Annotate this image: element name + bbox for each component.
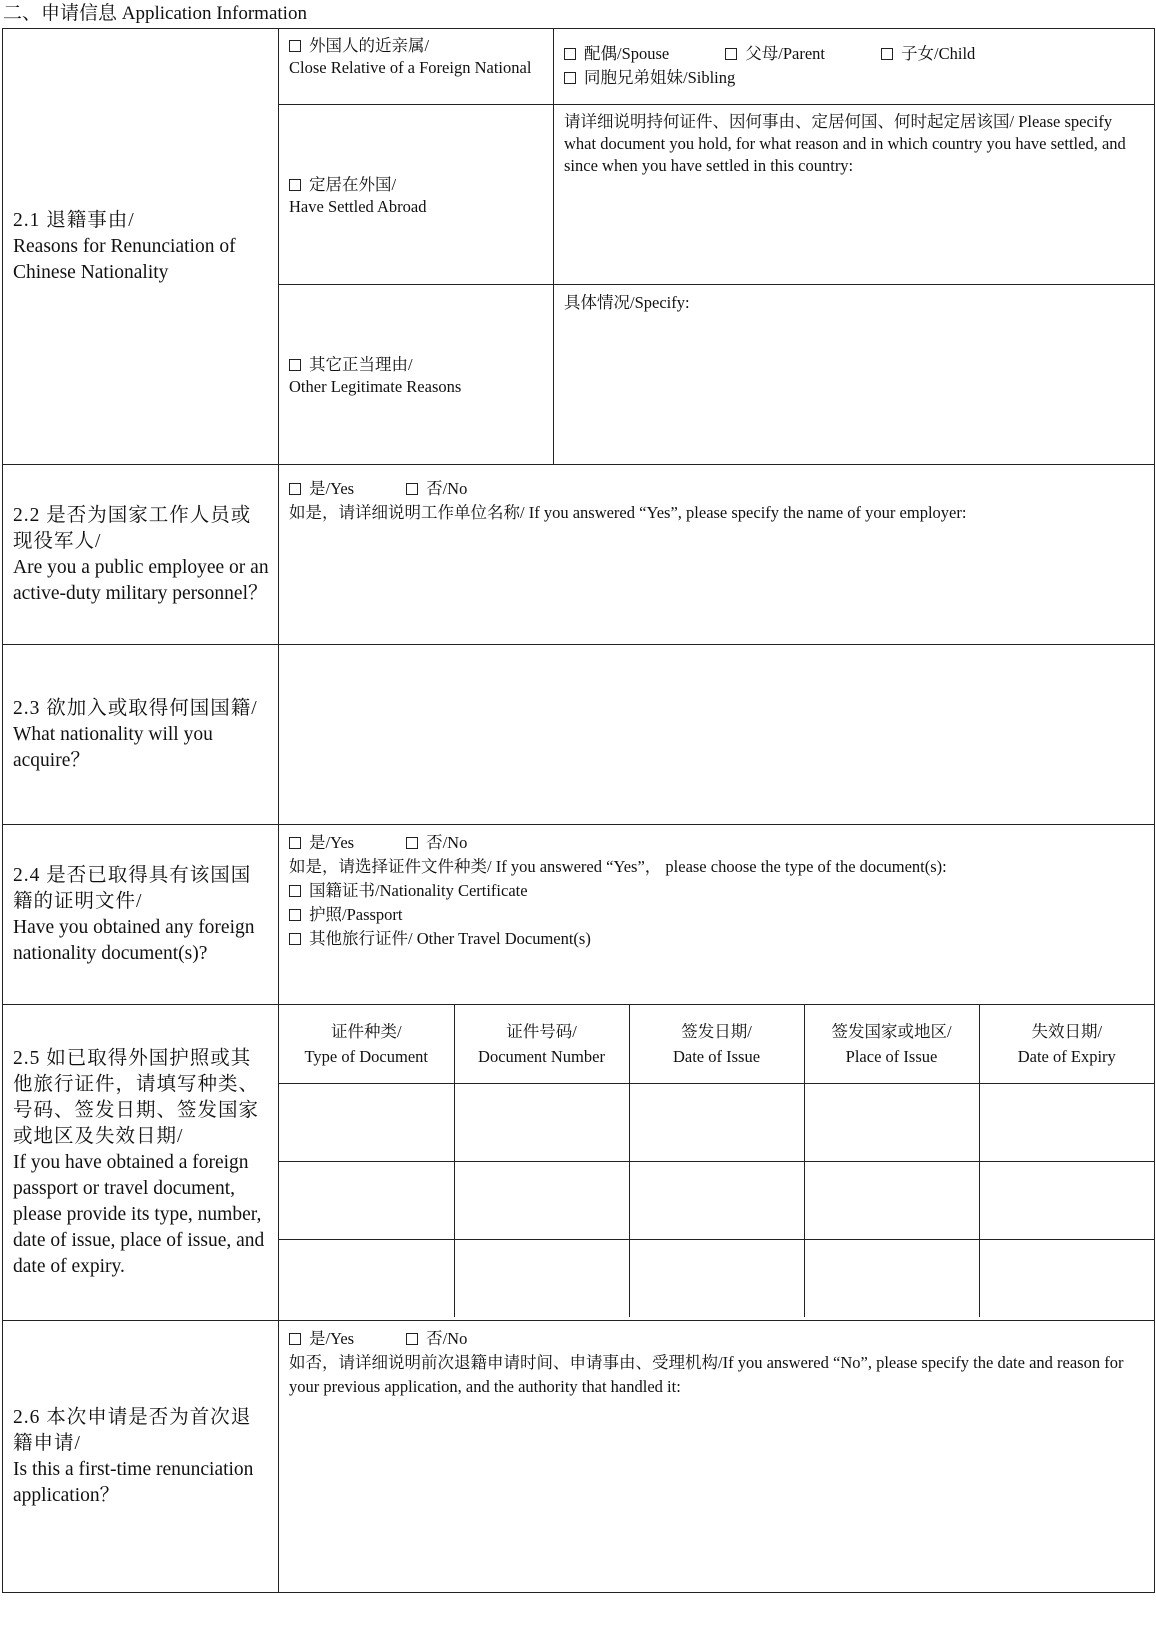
q22-instruction: 如是，请详细说明工作单位名称/ If you answered “Yes”, please specify the name of your employer:	[289, 503, 967, 522]
col-type-of-document-en: Type of Document	[304, 1046, 428, 1066]
spouse-label: 配偶/Spouse	[584, 44, 670, 63]
document-number-input-2[interactable]	[454, 1161, 629, 1239]
place-of-issue-input-1[interactable]	[804, 1083, 979, 1161]
passport-checkbox[interactable]	[289, 909, 301, 921]
question-2-4	[3, 825, 279, 1005]
question-2-3-label-en: What nationality will you acquire？	[13, 723, 213, 771]
child-checkbox[interactable]	[881, 48, 893, 60]
question-2-4-label-en: Have you obtained any foreign nationality document(s)?	[13, 916, 255, 964]
question-2-2-answer-field[interactable]	[279, 465, 1155, 645]
reason-close-relative	[279, 29, 554, 105]
date-of-expiry-input-3[interactable]	[979, 1239, 1154, 1317]
col-date-of-expiry	[979, 1005, 1154, 1083]
q26-no-checkbox[interactable]	[406, 1333, 418, 1345]
other-reasons-checkbox[interactable]	[289, 359, 301, 371]
other-travel-document-checkbox[interactable]	[289, 933, 301, 945]
settled-abroad-label-zh: 定居在外国/	[309, 174, 397, 194]
table-row	[279, 1239, 1154, 1317]
document-type-input-3[interactable]	[279, 1239, 454, 1317]
question-2-1	[3, 29, 279, 465]
col-date-of-issue-en: Date of Issue	[672, 1046, 761, 1066]
q26-no-label: 否/No	[426, 1329, 468, 1348]
document-type-input-2[interactable]	[279, 1161, 454, 1239]
q24-yes-label: 是/Yes	[309, 833, 355, 852]
other-reasons-instruction: 具体情况/Specify:	[564, 293, 690, 312]
sibling-label: 同胞兄弟姐妹/Sibling	[584, 68, 736, 87]
table-row	[279, 1083, 1154, 1161]
col-date-of-expiry-en: Date of Expiry	[1017, 1046, 1116, 1066]
place-of-issue-input-2[interactable]	[804, 1161, 979, 1239]
question-2-2-label-en: Are you a public employee or an active-duty military personnel？	[13, 556, 269, 604]
q26-yes-label: 是/Yes	[309, 1329, 355, 1348]
nationality-certificate-checkbox[interactable]	[289, 885, 301, 897]
application-form	[2, 28, 1155, 1593]
reason-other	[279, 285, 554, 465]
settled-abroad-label-en: Have Settled Abroad	[289, 196, 427, 216]
row-2-1-close-relative	[3, 29, 1155, 105]
col-document-number-zh: 证件号码/	[506, 1021, 577, 1041]
table-row	[279, 1161, 1154, 1239]
q22-yes-label: 是/Yes	[309, 479, 355, 498]
settled-abroad-instruction: 请详细说明持何证件、因何事由、定居何国、何时起定居该国/ Please specify what document you hold, for what reason and in which country you have settled, and since when you have settled in this country:	[564, 112, 1126, 175]
question-2-4-label-zh: 2.4 是否已取得具有该国国籍的证明文件/	[13, 864, 252, 912]
col-place-of-issue-en: Place of Issue	[845, 1046, 938, 1066]
row-2-5	[3, 1005, 1155, 1321]
q24-instruction: 如是，请选择证件文件种类/ If you answered “Yes”， please choose the type of the document(s):	[289, 857, 947, 876]
other-reasons-label-zh: 其它正当理由/	[309, 354, 413, 374]
date-of-issue-input-3[interactable]	[629, 1239, 804, 1317]
q22-no-checkbox[interactable]	[406, 483, 418, 495]
col-date-of-issue	[629, 1005, 804, 1083]
parent-label: 父母/Parent	[745, 44, 826, 63]
reason-settled-abroad	[279, 105, 554, 285]
col-place-of-issue-zh: 签发国家或地区/	[831, 1021, 952, 1041]
relation-options	[554, 29, 1155, 105]
q26-instruction: 如否，请详细说明前次退籍申请时间、申请事由、受理机构/If you answered “No”, please specify the date and reason for your previous application, and the authority that handled it:	[289, 1353, 1124, 1396]
document-table	[279, 1005, 1154, 1317]
question-2-5-label-en: If you have obtained a foreign passport or travel document, please provide its type, number, date of issue, place of issue, and date of expiry.	[13, 1151, 265, 1277]
question-2-3-answer-field[interactable]	[279, 645, 1155, 825]
q22-no-label: 否/No	[426, 479, 468, 498]
document-number-input-1[interactable]	[454, 1083, 629, 1161]
question-2-3-label-zh: 2.3 欲加入或取得何国国籍/	[13, 697, 258, 719]
q22-yes-checkbox[interactable]	[289, 483, 301, 495]
question-2-6-label-zh: 2.6 本次申请是否为首次退籍申请/	[13, 1406, 252, 1454]
spouse-checkbox[interactable]	[564, 48, 576, 60]
other-reasons-answer-field[interactable]	[554, 285, 1155, 465]
question-2-1-label-en: Reasons for Renunciation of Chinese Nationality	[13, 235, 236, 283]
col-date-of-issue-zh: 签发日期/	[681, 1021, 752, 1041]
col-document-number-en: Document Number	[478, 1046, 605, 1066]
other-travel-document-label: 其他旅行证件/ Other Travel Document(s)	[309, 929, 591, 948]
date-of-issue-input-1[interactable]	[629, 1083, 804, 1161]
place-of-issue-input-3[interactable]	[804, 1239, 979, 1317]
question-2-3	[3, 645, 279, 825]
q24-yes-checkbox[interactable]	[289, 837, 301, 849]
parent-checkbox[interactable]	[725, 48, 737, 60]
document-table-header	[279, 1005, 1154, 1083]
question-2-4-answer-field	[279, 825, 1155, 1005]
question-2-2	[3, 465, 279, 645]
settled-abroad-answer-field[interactable]	[554, 105, 1155, 285]
row-2-4	[3, 825, 1155, 1005]
question-2-6	[3, 1321, 279, 1593]
other-reasons-label-en: Other Legitimate Reasons	[289, 376, 462, 396]
date-of-expiry-input-1[interactable]	[979, 1083, 1154, 1161]
q24-no-label: 否/No	[426, 833, 468, 852]
question-2-1-label-zh: 2.1 退籍事由/	[13, 209, 135, 231]
question-2-5	[3, 1005, 279, 1321]
row-2-6	[3, 1321, 1155, 1593]
close-relative-label-zh: 外国人的近亲属/	[309, 36, 430, 55]
section-title: 二、申请信息 Application Information	[3, 3, 307, 24]
col-type-of-document	[279, 1005, 454, 1083]
question-2-5-label-zh: 2.5 如已取得外国护照或其他旅行证件，请填写种类、号码、签发日期、签发国家或地区及失效日期/	[13, 1047, 260, 1147]
col-date-of-expiry-zh: 失效日期/	[1031, 1021, 1103, 1041]
col-place-of-issue	[804, 1005, 979, 1083]
document-table-cell	[279, 1005, 1155, 1321]
date-of-issue-input-2[interactable]	[629, 1161, 804, 1239]
passport-label: 护照/Passport	[309, 905, 403, 924]
col-document-number	[454, 1005, 629, 1083]
question-2-2-label-zh: 2.2 是否为国家工作人员或现役军人/	[13, 504, 252, 552]
row-2-2	[3, 465, 1155, 645]
question-2-6-answer-field[interactable]	[279, 1321, 1155, 1593]
settled-abroad-checkbox[interactable]	[289, 179, 301, 191]
child-label: 子女/Child	[901, 44, 976, 63]
document-type-input-1[interactable]	[279, 1083, 454, 1161]
col-type-of-document-zh: 证件种类/	[330, 1021, 402, 1041]
sibling-checkbox[interactable]	[564, 72, 576, 84]
close-relative-label-en: Close Relative of a Foreign National	[289, 58, 532, 77]
date-of-expiry-input-2[interactable]	[979, 1161, 1154, 1239]
question-2-6-label-en: Is this a first-time renunciation application？	[13, 1458, 254, 1506]
q24-no-checkbox[interactable]	[406, 837, 418, 849]
q26-yes-checkbox[interactable]	[289, 1333, 301, 1345]
row-2-3	[3, 645, 1155, 825]
close-relative-checkbox[interactable]	[289, 40, 301, 52]
document-number-input-3[interactable]	[454, 1239, 629, 1317]
nationality-certificate-label: 国籍证书/Nationality Certificate	[309, 881, 528, 900]
